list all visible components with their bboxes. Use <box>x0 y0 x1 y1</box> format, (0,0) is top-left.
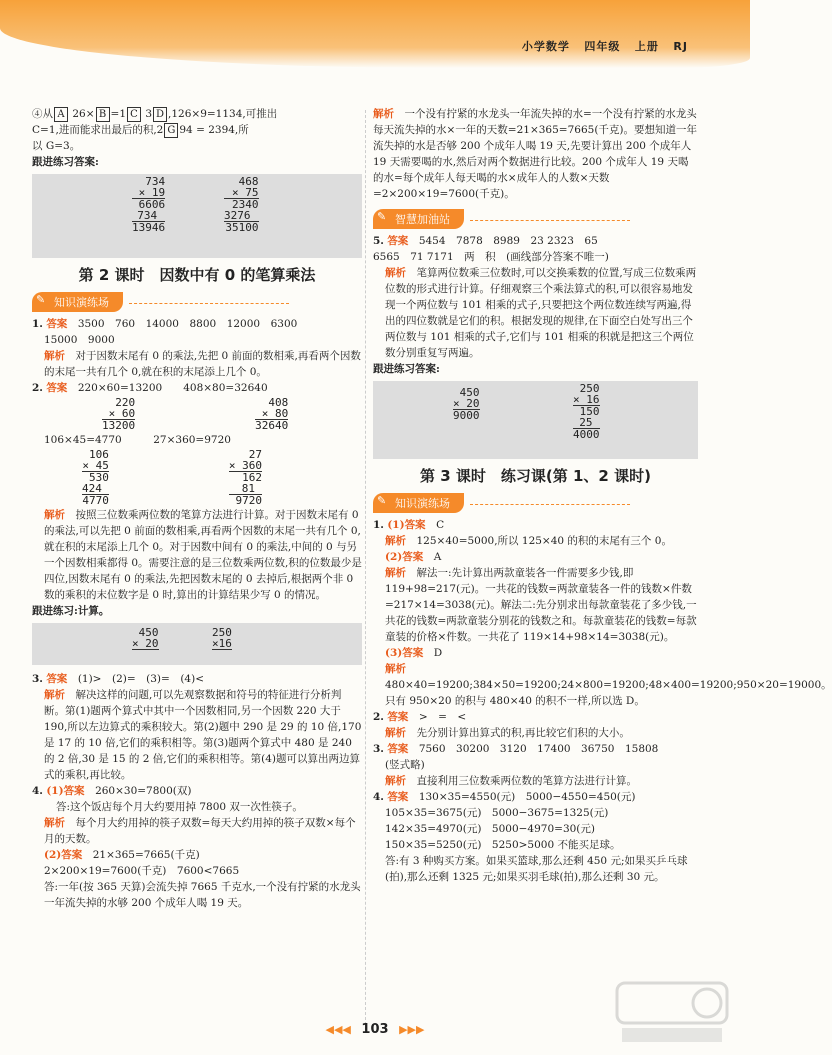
right-column: 解析 一个没有拧紧的水龙头一年流失掉的水=一个没有拧紧的水龙头每天流失掉的水×一年的天数=21×365=7665(千克)。要想知道一年流失掉的水是否够 200 个成年人喝 19 天,先要计算出 200 个成年人 19 天需要喝的水,然后对两个数据进行比较。200 个成年人 19 天喝的水=每个成年人每天喝的水×成年人的人数×天数=2×200×19=7600(千克)。 ✎ 智慧加油站 5. 答案 5454 7878 8989 23 2323 65 6565 71 7171 两 积 (画线部分答案不唯一) 解析 笔算两位数乘三位数时,可以交换乘数的位置,写成三位数乘两位数的形式进行计算。仔细观察三个乘法算式的积,可以很容易地发现一个两位数与 101 相乘的式子,只要把这个两位数连续写两遍,得出的四位数就是它们的积。根据发现的规律,在下面空白处写出三个两位数与 101 相乘的式子,它们与 101 相乘的积就是把这三个两位数分别重复写两遍。 跟进练习答案: 450 × 20 9000 250 × 16 150 25 4000 第 3 课时 练习课(第 1、2 课时) ✎ 知识演练场 1. (1)答案 C 解析 125×40=5000,所以 125×40 的积的末尾有三个 0。 (2)答案 A 解析 解法一:先计算出两款童装各一件需要多少钱,即 119+98=217(元)。一共花的钱数=两款童装各一件的钱数×件数=217×14=3038(元)。解法二:先分别求出每款童装花了多少钱,一共花的钱数=两款童装分别花的钱数之和。每款童装花的钱数=每款童装的价格×件数。一共花了 119×14+98×14=3038(元)。 (3)答案 D 解析 480×40=19200;384×50=19200;24×800=19200;48×400=19200;950×20=19000。只有 950×20 的积与 480×40 的积不一样,所以选 D。 2. 答案 > = < 解析 先分别计算出算式的积,再比较它们积的大小。 3. 答案 7560 30200 3120 17400 36750 15808 (竖式略) 解析 直接利用三位数乘两位数的笔算方法进行计算。 4. 答案 130×35=4550(元) 5000−4550=450(元) 105×35=3675(元) 5000−3675=1325(元) 142×35=4970(元) 5000−4970=30(元) 150×35=5250(元) 5250>5000 不能买足球。 答:有 3 种购买方案。如果买篮球,那么还剩 450 元;如果买乒乓球(拍),那么还剩 1325 元;如果买羽毛球(拍),那么还剩 30 元。 <box>373 108 832 883</box>
header-info <box>522 38 688 54</box>
follow-up-practice-label: 跟进练习:计算。 <box>32 605 110 617</box>
pencil-icon: ✎ <box>377 210 387 223</box>
follow-up-calculations <box>32 174 362 258</box>
header-edition: RJ <box>673 40 688 53</box>
continued-analysis: ④从 A 26× B =1 C 3 D ,126×9=1134,可推出 <box>32 108 278 120</box>
header-subject: 小学数学 <box>521 40 570 53</box>
prev-arrows-icon: ◀◀◀ <box>325 1023 351 1036</box>
header-grade: 四年级 <box>584 40 621 53</box>
vertical-calc-220x60: 220 × 60 13200 <box>102 396 136 432</box>
header-volume: 上册 <box>634 40 659 53</box>
pencil-icon: ✎ <box>36 293 46 306</box>
wisdom-station-banner: ✎ 智慧加油站 <box>373 209 464 229</box>
left-column: ④从 A 26× B =1 C 3 D ,126×9=1134,可推出 C=1,进而能求出最后的积,2 G 94 = 2394,所 以 G=3。 跟进练习答案: 734 × 19 6606 734 13946 468 × 75 2340 3276 35100 第 2 课时 因数中有 0 的笔算乘法 ✎ 知识演练场 1. 答案 3500 760 14000 8800 12000 6300 15000 9000 解析 对于因数末尾有 0 的乘法,先把 0 前面的数相乘,再看两个因数的末尾一共有几个 0,就在积的末尾添上几个 0。 2. 答案 220×60=13200 408×80=32640 220 × 60 13200 408 × 80 32640 106×45=4770 27×360=9720 106 × 45 530 424 4770 27 × 360 162 81 9720 解析 按照三位数乘两位数的笔算方法进行计算。对于因数末尾有 0 的乘法,可以先把 0 前面的数相乘,再看两个因数的末尾一共有几个 0,就在积的末尾添上几个 0。对于因数中间有 0 的乘法,中间的 0 与另一个因数相乘都得 0。需要注意的是三位数乘两位数,积的位数最少是四位,因数末尾有 0 的乘法,先把因数末尾的 0 去掉后,根据两个非 0 数的乘积的末位数字是 0 时,算出的计算结果少写 0 的情况。 跟进练习:计算。 450 × 20 250 ×16 3. 答案 (1)> (2)= (3)= (4)< 解析 解决这样的问题,可以先观察数据和符号的特征进行分析判断。第(1)题两个算式中其中一个因数相同,另一个因数 220 大于 190,所以左边算式的乘积较大。第(2)题中 290 是 29 的 10 倍,170 是 17 的 10 倍,它们的乘积相等。第(3)题两个算式中 480 是 240 的 2 倍,30 是 15 的 2 倍,它们的乘积相等。第(4)题可以算出两边算式的乘积,再比较。 4. (1)答案 260×30=7800(双) 答:这个饭店每个月大约要用掉 7800 双一次性筷子。 解析 每个月大约用掉的筷子双数=每天大约用掉的筷子双数×每个月的天数。 (2)答案 21×365=7665(千克) 2×200×19=7600(千克) 7600<7665 答:一年(按 365 天算)会流失掉 7665 千克水,一个没有拧紧的水龙头一年流失掉的水够 200 个成年人喝 19 天。 <box>32 108 362 909</box>
watermark-logo <box>612 978 732 1048</box>
follow-up-answer-label-2: 跟进练习答案: <box>373 363 440 375</box>
header-band <box>0 0 750 68</box>
knowledge-practice-banner-2: ✎ 知识演练场 <box>373 493 464 513</box>
lesson-2-title: 第 2 课时 因数中有 0 的笔算乘法 <box>78 266 316 284</box>
column-divider <box>365 110 366 1030</box>
vertical-calc-106x45: 106 × 45 530 424 4770 <box>82 448 109 507</box>
knowledge-practice-banner: ✎ 知识演练场 <box>32 292 123 312</box>
lesson-3-title: 第 3 课时 练习课(第 1、2 课时) <box>420 467 651 485</box>
vertical-calc-408x80: 408 × 80 32640 <box>255 396 289 432</box>
page-number: 103 <box>361 1022 389 1037</box>
vertical-calc-27x360: 27 × 360 162 81 9720 <box>228 448 262 507</box>
next-arrows-icon: ▶▶▶ <box>399 1023 425 1036</box>
follow-up-calculations-2: 450 × 20 9000 250 × 16 150 25 4000 <box>373 381 698 459</box>
vertical-calc-734x19: 734 × 19 6606 734 13946 <box>132 175 166 234</box>
pencil-icon: ✎ <box>377 494 387 507</box>
follow-up-answer-label: 跟进练习答案: <box>32 156 99 168</box>
follow-up-practice-panel: 450 × 20 250 ×16 <box>32 623 362 665</box>
vertical-calc-468x75: 468 × 75 2340 3276 35100 <box>224 175 259 234</box>
